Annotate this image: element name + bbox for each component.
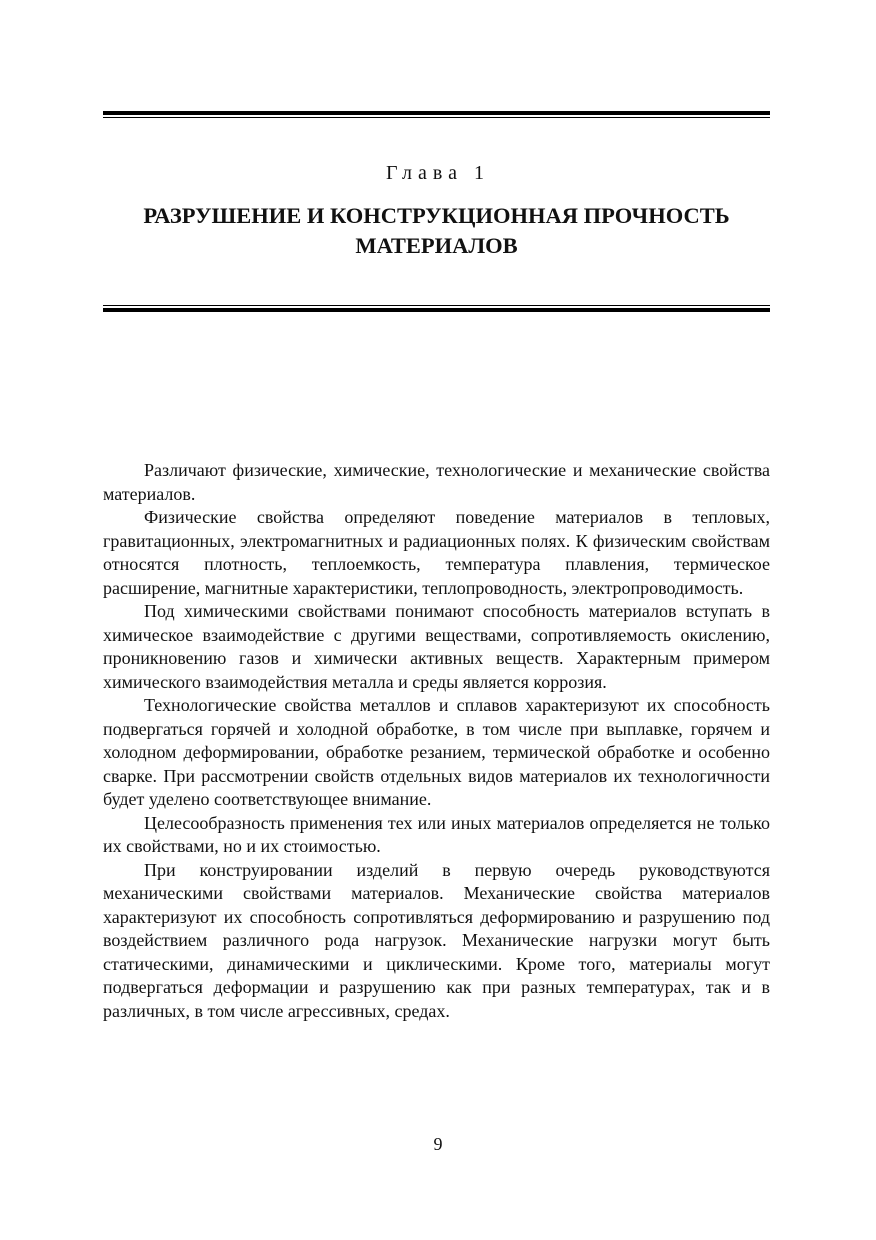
chapter-title	[103, 201, 770, 261]
paragraph: Физические свойства определяют поведение материалов в тепловых, гравитационных, электромагнитных и радиационных полях. К физическим свойствам относятся плотность, теплоемкость, температура плавления, термическое расширение, магнитные характеристики, теплопроводность, электропроводимость.	[103, 507, 770, 598]
paragraph: Технологические свойства металлов и сплавов характеризуют их способность подвергаться горячей и холодной обработке, в том числе при выплавке, горячем и холодном деформировании, обработке резанием, термической обработке и особенно сварке. При рассмотрении свойств отдельных видов материалов их технологичности будет уделено соответствующее внимание.	[103, 695, 770, 809]
chapter-title-line-2: МАТЕРИАЛОВ	[355, 233, 518, 258]
chapter-title-line-1: РАЗРУШЕНИЕ И КОНСТРУКЦИОННАЯ ПРОЧНОСТЬ	[143, 203, 730, 228]
page-number: 9	[433, 1134, 443, 1154]
body-text	[103, 459, 770, 1023]
top-double-rule	[103, 111, 770, 118]
paragraph: Различают физические, химические, технологические и механические свойства материалов.	[103, 460, 770, 504]
paragraph: При конструировании изделий в первую очередь руководствуются механическими свойствами материалов. Механические свойства материалов характеризуют их способность сопротивляться деформированию и разрушению под воздействием различного рода нагрузок. Механические нагрузки могут быть статическими, динамическими и циклическими. Кроме того, материалы могут подвергаться деформации и разрушению как при разных температурах, так и в различных, в том числе агрессивных, средах.	[103, 859, 770, 1021]
chapter-label: Глава 1	[386, 162, 490, 184]
bottom-double-rule	[103, 305, 770, 312]
paragraph: Целесообразность применения тех или иных материалов определяется не только их свойствами, но и их стоимостью.	[103, 812, 770, 856]
paragraph: Под химическими свойствами понимают способность материалов вступать в химическое взаимодействие с другими веществами, сопротивляемость окислению, проникновению газов и химически активных веществ. Характерным примером химического взаимодействия металла и среды является коррозия.	[103, 601, 770, 692]
